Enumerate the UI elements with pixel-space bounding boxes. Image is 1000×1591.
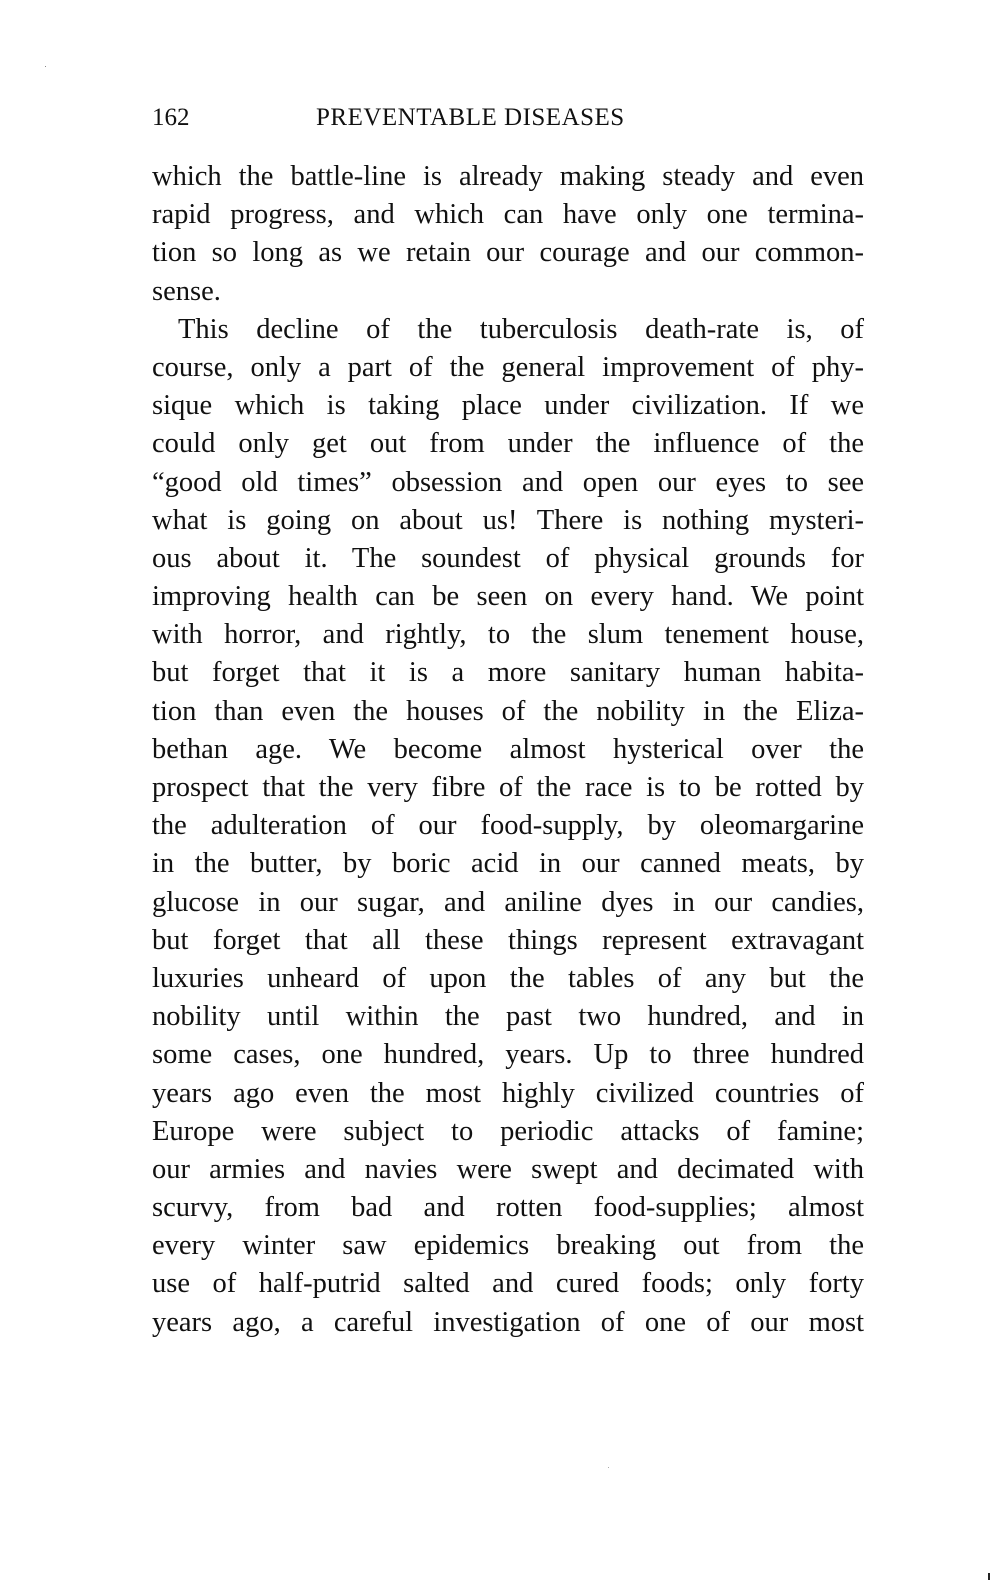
text-line: sense. <box>152 275 221 307</box>
text-line: tion so long as we retain our courage and our common- <box>152 237 864 269</box>
text-line: with horror, and rightly, to the slum tenement house, <box>152 619 864 651</box>
text-line: glucose in our sugar, and aniline dyes in our candies, <box>152 886 864 918</box>
text-line: our armies and navies were swept and decimated with <box>152 1153 864 1185</box>
text-line: prospect that the very fibre of the race is to be rotted by <box>152 772 864 803</box>
text-line: years ago even the most highly civilized countries of <box>152 1077 864 1109</box>
text-line: Europe were subject to periodic attacks of famine; <box>152 1115 864 1147</box>
text-line: scurvy, from bad and rotten food-supplies; almost <box>152 1192 864 1224</box>
text-line: in the butter, by boric acid in our canned meats, by <box>152 848 864 880</box>
scan-speck <box>45 66 46 67</box>
scan-speck <box>988 1573 990 1580</box>
scan-speck <box>608 1467 609 1468</box>
text-line: improving health can be seen on every hand. We point <box>152 581 864 613</box>
running-title: PREVENTABLE DISEASES <box>316 104 625 131</box>
body-text <box>152 158 864 1342</box>
text-line: tion than even the houses of the nobility in the Eliza- <box>152 695 864 727</box>
text-line: but forget that all these things represent extravagant <box>152 924 864 956</box>
book-page <box>152 100 864 1342</box>
text-line: ous about it. The soundest of physical grounds for <box>152 542 864 574</box>
text-line: but forget that it is a more sanitary human habita- <box>152 657 864 689</box>
text-line: use of half-putrid salted and cured foods; only forty <box>152 1268 864 1300</box>
text-line: years ago, a careful investigation of one of our most <box>152 1306 864 1338</box>
running-head <box>152 100 864 136</box>
text-line: every winter saw epidemics breaking out from the <box>152 1230 864 1262</box>
text-line: “good old times” obsession and open our eyes to see <box>152 466 864 498</box>
text-line: nobility until within the past two hundred, and in <box>152 1001 864 1033</box>
text-line: course, only a part of the general improvement of phy- <box>152 351 864 383</box>
text-line: luxuries unheard of upon the tables of any but the <box>152 962 864 994</box>
text-line: the adulteration of our food-supply, by oleomargarine <box>152 810 864 842</box>
paragraph-first-line: This decline of the tuberculosis death-rate is, of <box>178 313 864 345</box>
page-number: 162 <box>152 104 190 131</box>
text-line: bethan age. We become almost hysterical over the <box>152 733 864 765</box>
text-line: what is going on about us! There is nothing mysteri- <box>152 504 864 536</box>
text-line: some cases, one hundred, years. Up to three hundred <box>152 1039 864 1071</box>
text-line: sique which is taking place under civilization. If we <box>152 390 864 422</box>
text-line: which the battle-line is already making steady and even <box>152 161 864 192</box>
text-line: could only get out from under the influence of the <box>152 428 864 460</box>
text-line: rapid progress, and which can have only one termina- <box>152 199 864 231</box>
